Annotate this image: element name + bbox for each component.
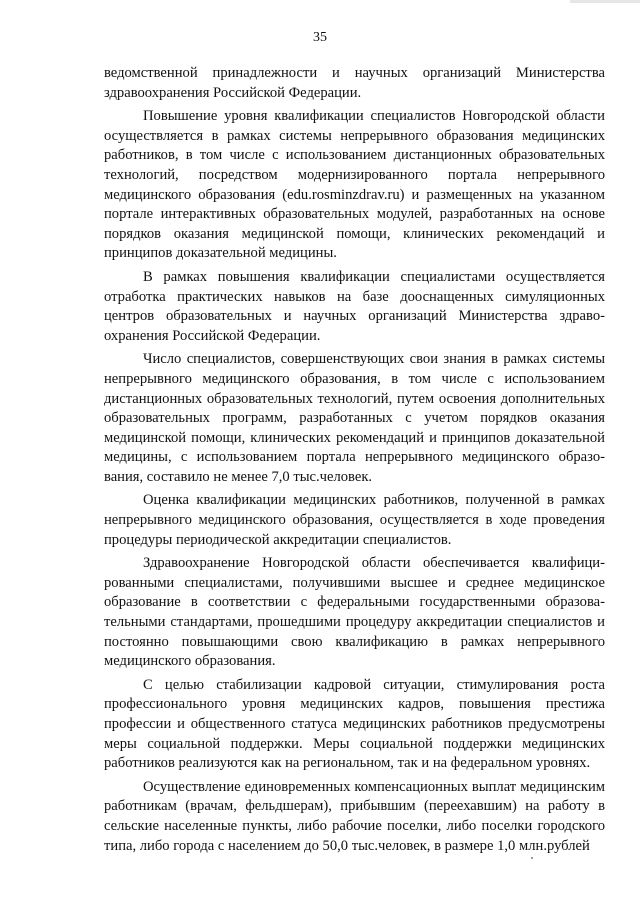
document-body <box>104 64 605 860</box>
paragraph-continuation: ведомственной принадлежности и научных организаций Министерства здравоохранения Российской Федерации. <box>104 65 605 101</box>
scan-edge-mark <box>570 0 640 3</box>
paragraph: С целью стабилизации кадровой ситуации, стимулирования роста профессионального уровня медицинских кадров, повышения престижа профессии и общественного статуса медицинских работников предусмотрены меры социальной поддержки. Меры социальной поддержки медицинских работников реализуются как на региональном, так и на федеральном уровнях. <box>104 676 605 772</box>
page-number: 35 <box>313 30 327 45</box>
paragraph: Число специалистов, совершенствующих свои знания в рамках системы непрерывного медицинского образования, в том числе с использованием дистанционных образовательных технологий, путем освоения дополнительных образовательных программ, разработанных с учетом порядков оказания медицинской помощи, клинических рекомендаций и принципов доказательной медицины, с использованием портала непрерывного медицинского образования, составило не менее 7,0 тыс.человек. <box>104 351 605 485</box>
paragraph: Осуществление единовременных компенсационных выплат медицинским работникам (врачам, фельдшерам), прибывшим (переехавшим) на работу в сельские населенные пункты, либо рабочие поселки, либо поселки городского типа, либо города с населением до 50,0 тыс.человек, в размере 1,0 млн.рублей <box>104 778 605 854</box>
paragraph: Здравоохранение Новгородской области обеспечивается квалифицированными специалистами, получившими высшее и среднее медицинское образование в соответствии с федеральными государственными образовательными стандартами, прошедшими процедуру аккредитации специалистов и постоянно повышающими свою квалификацию в рамках непрерывного медицинского образования. <box>104 555 605 670</box>
scan-dot-mark <box>531 857 533 859</box>
paragraph: В рамках повышения квалификации специалистами осуществляется отработка практических навыков на базе дооснащенных симуляционных центров образовательных и научных организаций Министерства здравоохранения Российской Федерации. <box>104 268 605 344</box>
paragraph: Повышение уровня квалификации специалистов Новгородской области осуществляется в рамках системы непрерывного образования медицинских работников, в том числе с использованием дистанционных образовательных технологий, посредством модернизированного портала непрерывного медицинского образования (edu.rosminzdrav.ru) и размещенных на указанном портале интерактивных образовательных модулей, разработанных на основе порядков оказания медицинской помощи, клинических рекомендаций и принципов доказательной медицины. <box>104 108 605 262</box>
paragraph: Оценка квалификации медицинских работников, полученной в рамках непрерывного медицинского образования, осуществляется в ходе проведения процедуры периодической аккредитации специалистов. <box>104 492 605 548</box>
